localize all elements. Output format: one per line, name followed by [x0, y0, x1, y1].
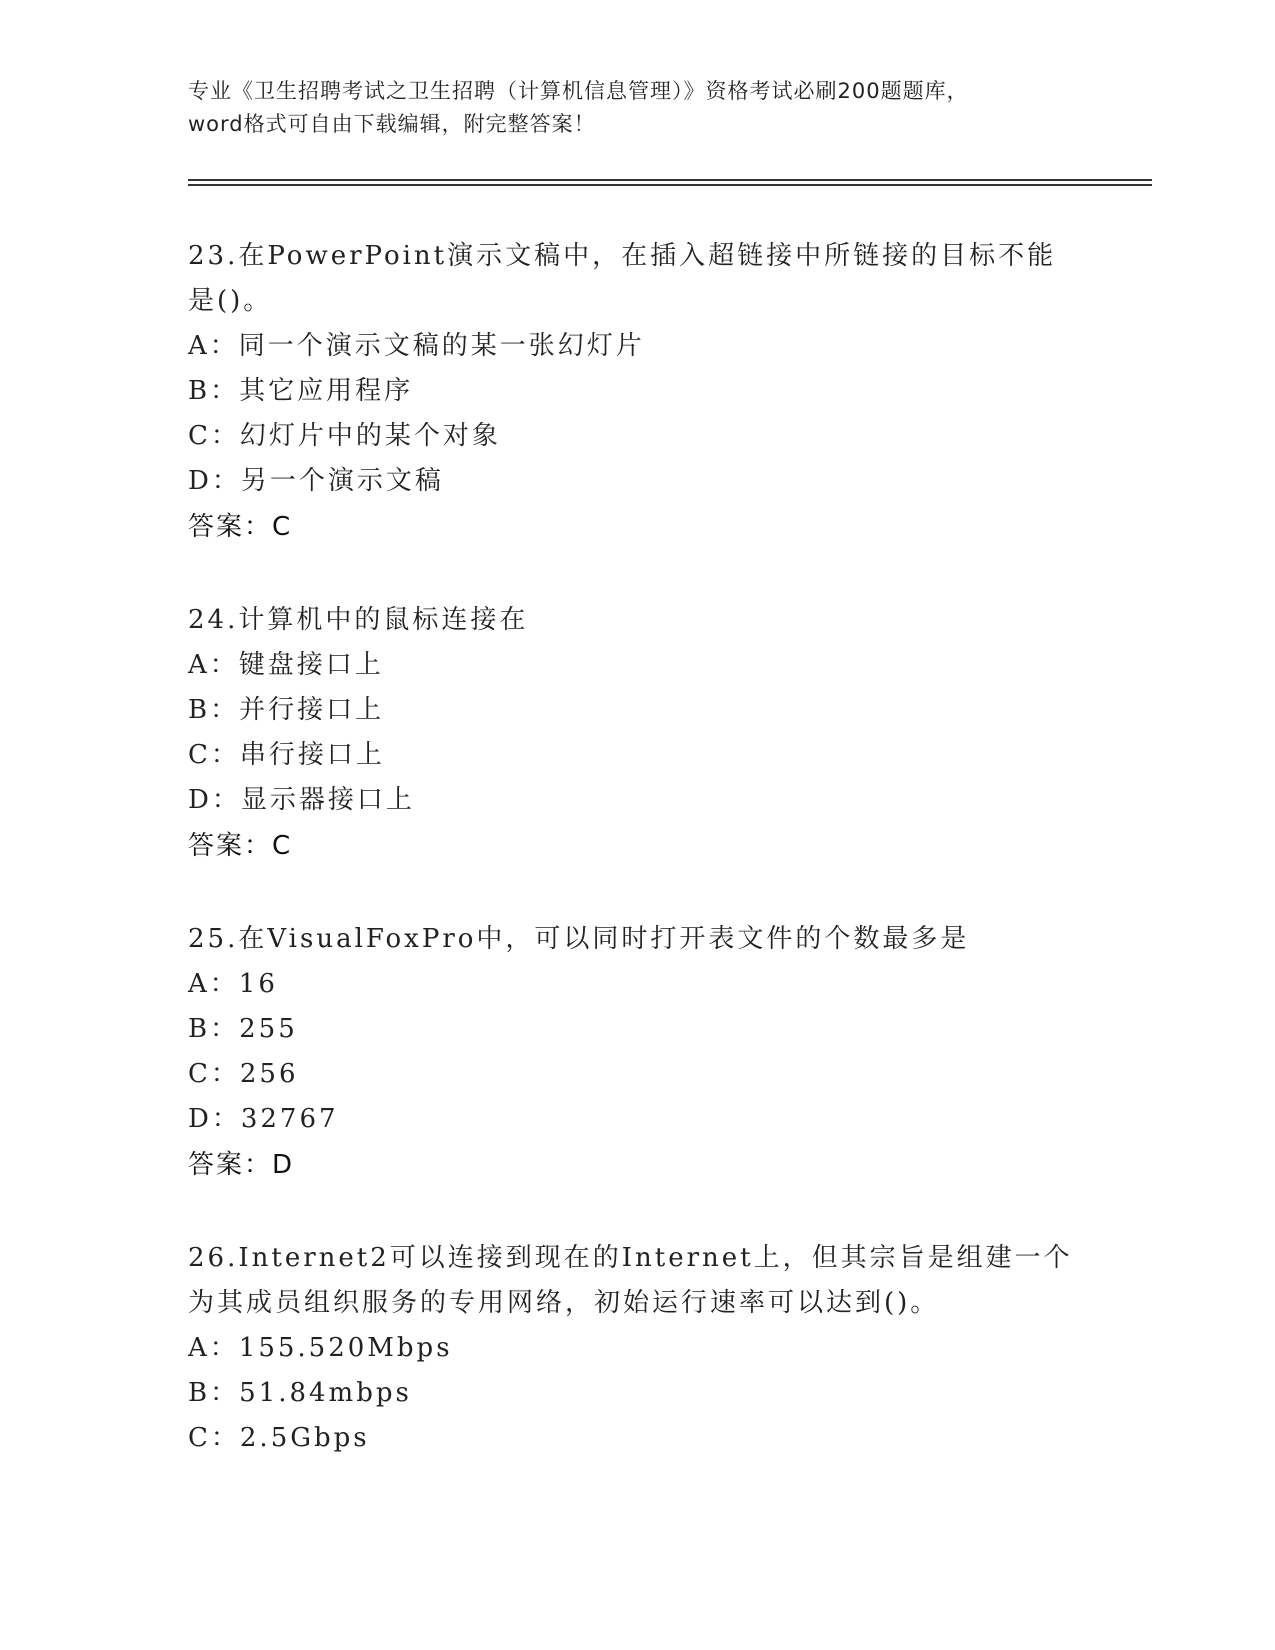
option-a: A：键盘接口上: [188, 650, 384, 680]
header-divider-bottom: [188, 184, 1152, 186]
option-d: D：另一个演示文稿: [188, 466, 444, 496]
option-c: C：幻灯片中的某个对象: [188, 421, 501, 451]
option-d: D：32767: [188, 1104, 339, 1134]
document-header: [188, 75, 1088, 141]
question-list: [188, 234, 1088, 1509]
option-a: A：155.520Mbps: [188, 1333, 453, 1363]
option-c: C：256: [188, 1059, 299, 1089]
question-text: 26.Internet2可以连接到现在的Internet上，但其宗旨是组建一个为其成员组织服务的专用网络，初始运行速率可以达到()。: [188, 1243, 1073, 1318]
question-26: [188, 1236, 1088, 1461]
question-25: [188, 917, 1088, 1188]
header-divider-top: [188, 179, 1152, 181]
option-d: D：显示器接口上: [188, 785, 415, 815]
header-line-1: 专业《卫生招聘考试之卫生招聘（计算机信息管理）》资格考试必刷200题题库，: [188, 79, 969, 103]
question-text: 24.计算机中的鼠标连接在: [188, 605, 529, 635]
option-b: B：255: [188, 1014, 298, 1044]
question-23: [188, 234, 1088, 550]
question-text: 25.在VisualFoxPro中，可以同时打开表文件的个数最多是: [188, 924, 970, 954]
option-b: B：并行接口上: [188, 695, 385, 725]
option-a: A：16: [188, 969, 278, 999]
answer: 答案：C: [188, 512, 293, 542]
option-a: A：同一个演示文稿的某一张幻灯片: [188, 331, 645, 361]
answer: 答案：C: [188, 831, 293, 861]
option-b: B：51.84mbps: [188, 1378, 412, 1408]
header-line-2: word格式可自由下载编辑，附完整答案！: [188, 112, 596, 136]
option-c: C：2.5Gbps: [188, 1423, 370, 1453]
question-24: [188, 598, 1088, 869]
option-c: C：串行接口上: [188, 740, 385, 770]
answer: 答案：D: [188, 1150, 295, 1180]
option-b: B：其它应用程序: [188, 376, 414, 406]
question-text: 23.在PowerPoint演示文稿中，在插入超链接中所链接的目标不能是()。: [188, 241, 1057, 316]
